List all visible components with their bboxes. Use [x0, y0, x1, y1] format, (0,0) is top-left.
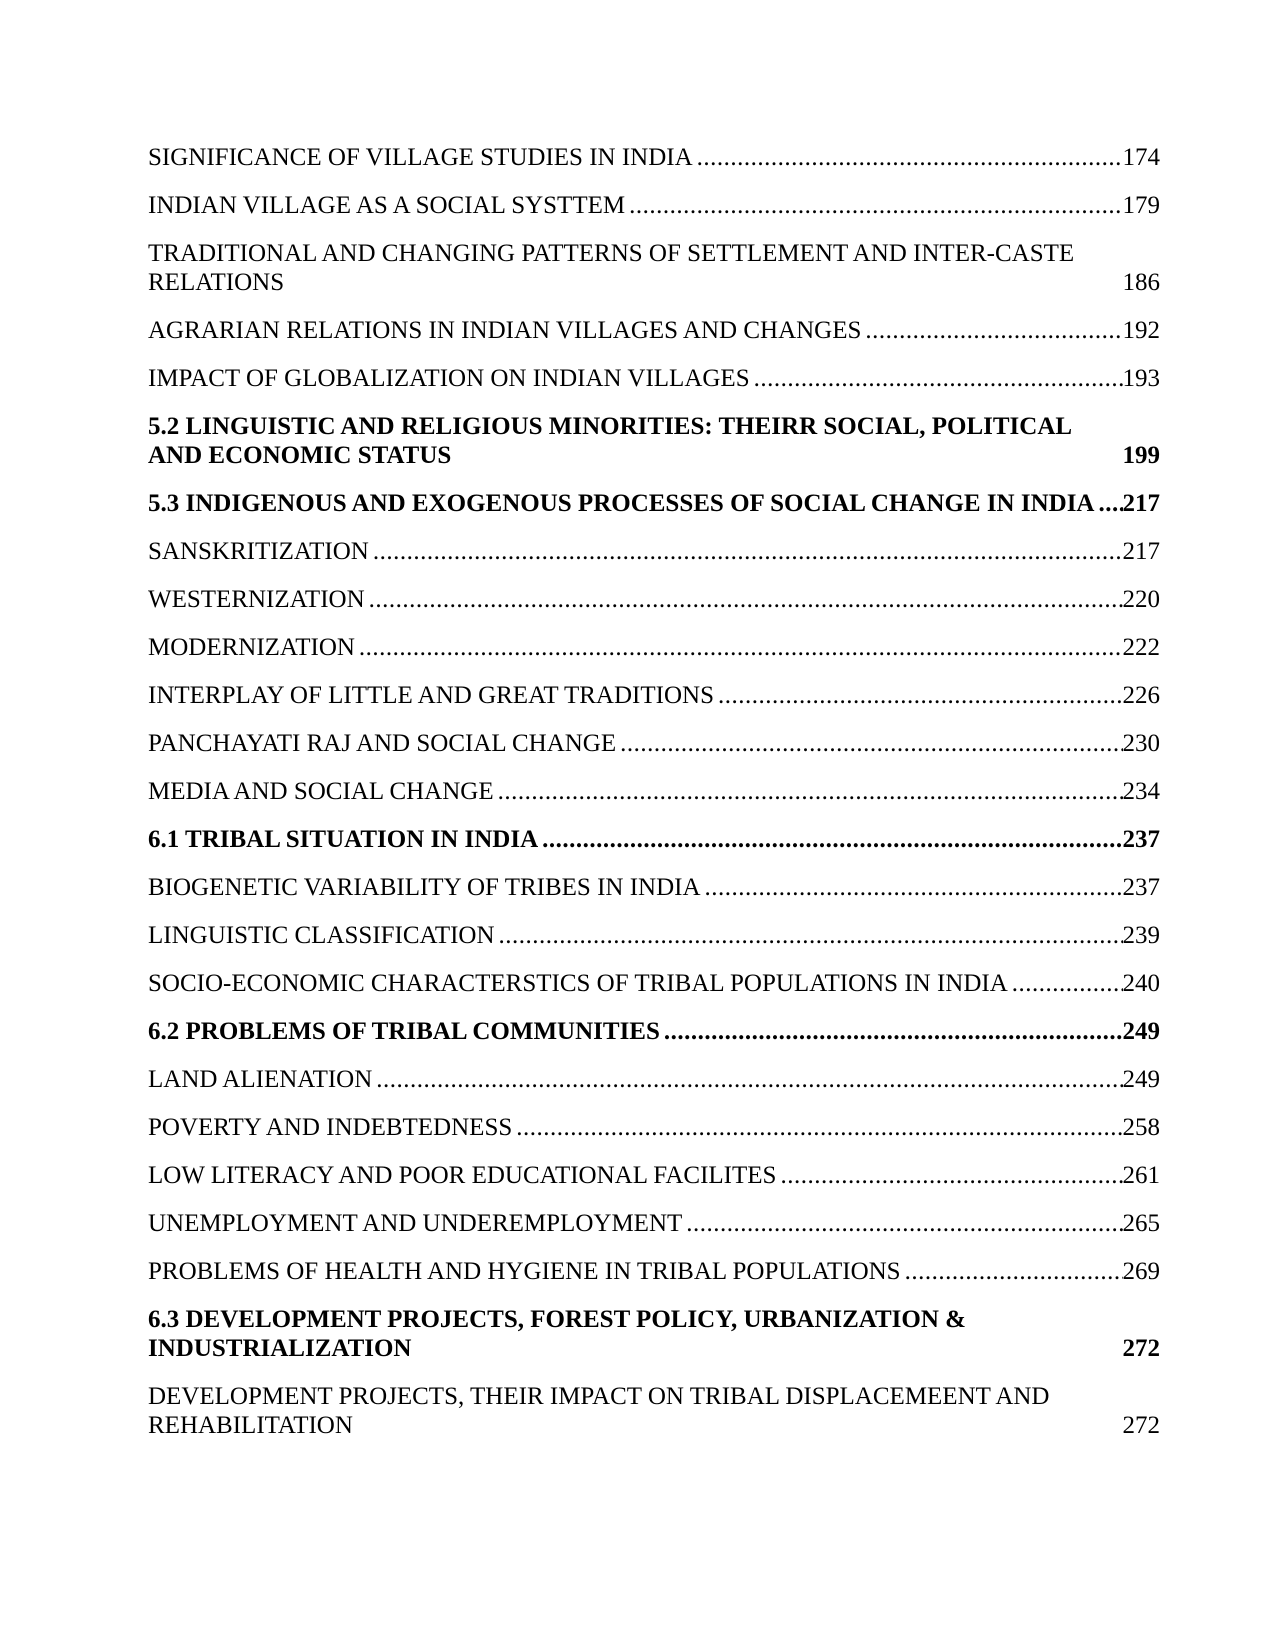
- toc-entry-page-number: 239: [1122, 922, 1160, 949]
- toc-entry: [148, 1257, 1160, 1286]
- toc-dot-leader: [776, 1161, 1122, 1190]
- toc-entry: [148, 1065, 1160, 1094]
- toc-entry-title: PANCHAYATI RAJ AND SOCIAL CHANGE: [148, 730, 617, 757]
- toc-entry: [148, 873, 1160, 902]
- toc-entry: [148, 1382, 1160, 1440]
- toc-dot-leader: [494, 777, 1123, 806]
- toc-dot-leader: [682, 1209, 1122, 1238]
- toc-entry: [148, 364, 1160, 393]
- toc-entry-page-number: 199: [1122, 442, 1160, 469]
- toc-entry: [148, 143, 1160, 172]
- toc-entry-page-number: 193: [1122, 365, 1160, 392]
- toc-dot-leader: [616, 729, 1122, 758]
- toc-entry-page-number: 272: [1122, 1412, 1160, 1439]
- toc-entry-title: WESTERNIZATION: [148, 586, 365, 613]
- toc-entry-title: SOCIO-ECONOMIC CHARACTERSTICS OF TRIBAL POPULATIONS IN INDIA: [148, 970, 1008, 997]
- toc-entry-page-number: 186: [1122, 269, 1160, 296]
- toc-entry-title: 5.2 LINGUISTIC AND RELIGIOUS MINORITIES: THEIRR SOCIAL, POLITICAL AND ECONOMIC STATUS: [148, 413, 1071, 469]
- toc-entry-title: LOW LITERACY AND POOR EDUCATIONAL FACILITES: [148, 1162, 777, 1189]
- toc-entry-title: SIGNIFICANCE OF VILLAGE STUDIES IN INDIA: [148, 144, 693, 171]
- toc-entry-page-number: 249: [1122, 1066, 1160, 1093]
- toc-entry-page-number: 249: [1122, 1018, 1160, 1045]
- toc-entry: [148, 777, 1160, 806]
- toc-entry: [148, 825, 1160, 854]
- toc-entry: [148, 633, 1160, 662]
- toc-entry-page-number: 234: [1122, 778, 1160, 805]
- toc-entry: [148, 585, 1160, 614]
- toc-entry-page-number: 240: [1122, 970, 1160, 997]
- toc-entry-page-number: 192: [1122, 317, 1160, 344]
- toc-entry: [148, 412, 1160, 470]
- toc-dot-leader: [369, 537, 1123, 566]
- toc-entry-title: PROBLEMS OF HEALTH AND HYGIENE IN TRIBAL POPULATIONS: [148, 1258, 901, 1285]
- toc-entry: [148, 969, 1160, 998]
- toc-entry-title: AGRARIAN RELATIONS IN INDIAN VILLAGES AND CHANGES: [148, 317, 862, 344]
- toc-dot-leader: [538, 825, 1122, 854]
- toc-entry-title: MODERNIZATION: [148, 634, 355, 661]
- toc-entry-page-number: 220: [1122, 586, 1160, 613]
- toc-entry-page-number: 230: [1122, 730, 1160, 757]
- toc-entry-page-number: 226: [1122, 682, 1160, 709]
- toc-entry-title: 6.3 DEVELOPMENT PROJECTS, FOREST POLICY, URBANIZATION & INDUSTRIALIZATION: [148, 1306, 966, 1362]
- toc-dot-leader: [625, 191, 1122, 220]
- toc-entry-title: LAND ALIENATION: [148, 1066, 373, 1093]
- toc-entry-title: 6.1 TRIBAL SITUATION IN INDIA: [148, 826, 539, 853]
- toc-dot-leader: [495, 921, 1123, 950]
- toc-entry: [148, 316, 1160, 345]
- toc-entry: [148, 1161, 1160, 1190]
- toc-entry-page-number: 237: [1122, 874, 1160, 901]
- toc-entry-title: POVERTY AND INDEBTEDNESS: [148, 1114, 513, 1141]
- toc-entry-page-number: 174: [1122, 144, 1160, 171]
- toc-dot-leader: [750, 364, 1123, 393]
- toc-entry-title: TRADITIONAL AND CHANGING PATTERNS OF SETTLEMENT AND INTER-CASTE RELATIONS: [148, 240, 1075, 296]
- toc-entry: [148, 1305, 1160, 1363]
- toc-entry: [148, 1017, 1160, 1046]
- toc-dot-leader: [372, 1065, 1122, 1094]
- toc-entry: [148, 681, 1160, 710]
- toc-entry-title: DEVELOPMENT PROJECTS, THEIR IMPACT ON TRIBAL DISPLACEMEENT AND REHABILITATION: [148, 1383, 1050, 1439]
- toc-dot-leader: [701, 873, 1123, 902]
- toc-list: [148, 143, 1160, 1440]
- toc-entry-title: INTERPLAY OF LITTLE AND GREAT TRADITIONS: [148, 682, 714, 709]
- toc-entry-page-number: 179: [1122, 192, 1160, 219]
- toc-entry-page-number: 272: [1122, 1335, 1160, 1362]
- toc-entry-title: MEDIA AND SOCIAL CHANGE: [148, 778, 494, 805]
- toc-entry: [148, 729, 1160, 758]
- toc-entry-title: BIOGENETIC VARIABILITY OF TRIBES IN INDIA: [148, 874, 701, 901]
- toc-entry: [148, 1209, 1160, 1238]
- toc-entry: [148, 537, 1160, 566]
- toc-dot-leader: [1094, 489, 1122, 518]
- toc-dot-leader: [660, 1017, 1123, 1046]
- toc-dot-leader: [901, 1257, 1123, 1286]
- toc-entry-title: IMPACT OF GLOBALIZATION ON INDIAN VILLAGES: [148, 365, 750, 392]
- toc-dot-leader: [861, 316, 1122, 345]
- toc-entry-title: INDIAN VILLAGE AS A SOCIAL SYSTTEM: [148, 192, 626, 219]
- toc-dot-leader: [512, 1113, 1122, 1142]
- toc-entry-page-number: 237: [1122, 826, 1160, 853]
- toc-entry-page-number: 217: [1122, 490, 1160, 517]
- toc-entry-title: LINGUISTIC CLASSIFICATION: [148, 922, 495, 949]
- toc-entry-page-number: 258: [1122, 1114, 1160, 1141]
- toc-entry-title: 6.2 PROBLEMS OF TRIBAL COMMUNITIES: [148, 1018, 660, 1045]
- toc-entry-page-number: 261: [1122, 1162, 1160, 1189]
- toc-entry: [148, 921, 1160, 950]
- toc-dot-leader: [355, 633, 1123, 662]
- toc-entry-page-number: 217: [1122, 538, 1160, 565]
- toc-entry-page-number: 269: [1122, 1258, 1160, 1285]
- toc-dot-leader: [1008, 969, 1123, 998]
- toc-dot-leader: [365, 585, 1123, 614]
- toc-entry: [148, 489, 1160, 518]
- toc-entry: [148, 191, 1160, 220]
- toc-entry-title: UNEMPLOYMENT AND UNDEREMPLOYMENT: [148, 1210, 683, 1237]
- toc-entry: [148, 1113, 1160, 1142]
- toc-entry-page-number: 265: [1122, 1210, 1160, 1237]
- toc-entry: [148, 239, 1160, 297]
- toc-dot-leader: [693, 143, 1123, 172]
- toc-entry-page-number: 222: [1122, 634, 1160, 661]
- toc-dot-leader: [714, 681, 1123, 710]
- toc-entry-title: SANSKRITIZATION: [148, 538, 369, 565]
- toc-entry-title: 5.3 INDIGENOUS AND EXOGENOUS PROCESSES OF SOCIAL CHANGE IN INDIA: [148, 490, 1095, 517]
